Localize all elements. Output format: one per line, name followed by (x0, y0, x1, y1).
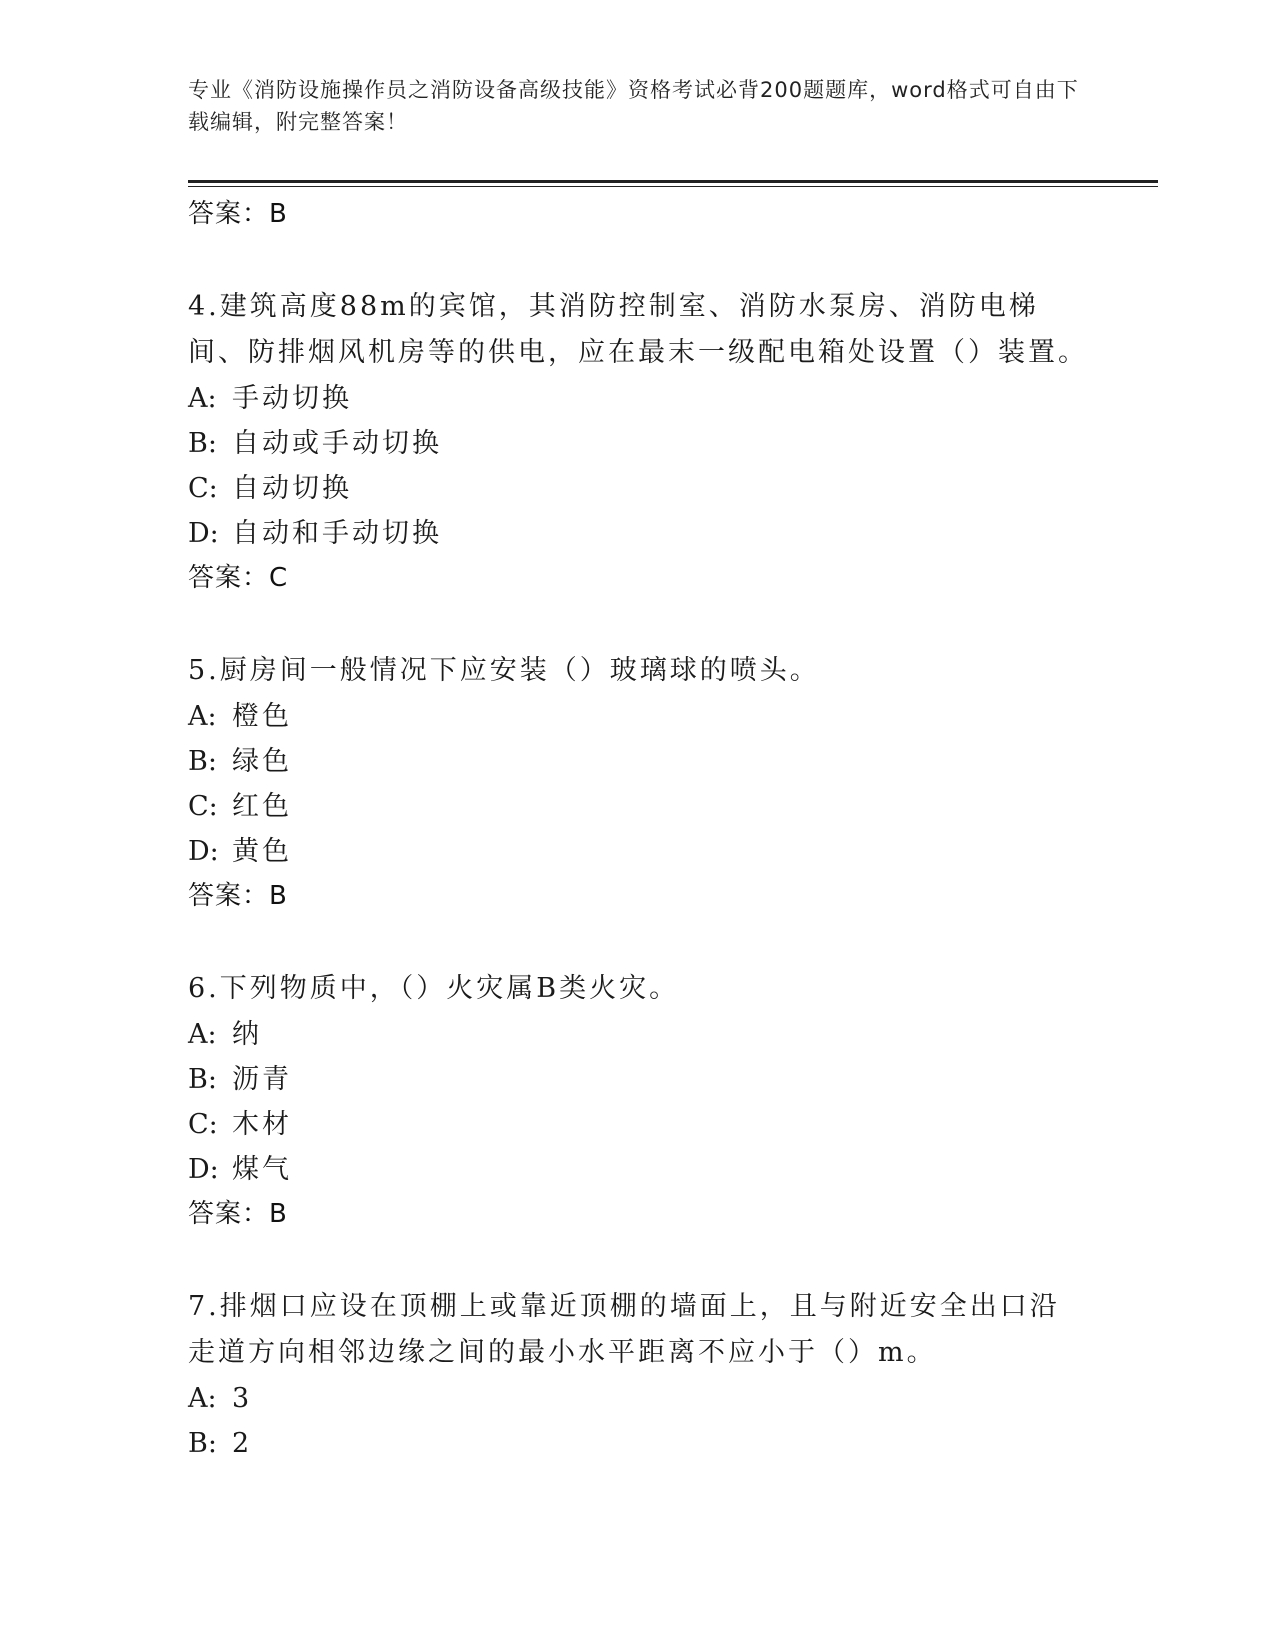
option-key: C: (188, 1109, 218, 1140)
option-c (188, 1102, 1088, 1147)
option-d (188, 511, 1088, 556)
option-key: B: (188, 428, 217, 459)
question-text: 6.下列物质中，（）火灾属B类火灾。 (188, 973, 680, 1004)
option-text: 煤气 (232, 1154, 292, 1185)
header-divider-thick (188, 180, 1158, 183)
question-5 (188, 648, 1088, 918)
option-text: 纳 (232, 1019, 262, 1050)
question-list (188, 192, 1088, 1466)
option-key: B: (188, 746, 217, 777)
question-text: 4.建筑高度88m的宾馆，其消防控制室、消防水泵房、消防电梯间、防排烟风机房等的供电，应在最末一级配电箱处设置（）装置。 (188, 291, 1088, 368)
option-a (188, 1012, 1088, 1057)
option-key: A: (188, 1019, 217, 1050)
answer-line: 答案：B (188, 1199, 288, 1229)
question-7 (188, 1284, 1088, 1466)
option-key: D: (188, 518, 219, 549)
option-text: 红色 (232, 791, 292, 822)
document-header: 专业《消防设施操作员之消防设备高级技能》资格考试必背200题题库，word格式可自由下载编辑，附完整答案！ (188, 78, 1079, 134)
option-text: 木材 (232, 1109, 292, 1140)
option-d (188, 829, 1088, 874)
option-c (188, 466, 1088, 511)
option-key: A: (188, 701, 217, 732)
option-text: 橙色 (232, 701, 292, 732)
option-text: 绿色 (232, 746, 292, 777)
option-a (188, 694, 1088, 739)
question-text: 7.排烟口应设在顶棚上或靠近顶棚的墙面上，且与附近安全出口沿走道方向相邻边缘之间的最小水平距离不应小于（）m。 (188, 1291, 1060, 1368)
question-text: 5.厨房间一般情况下应安装（）玻璃球的喷头。 (188, 655, 820, 686)
option-b (188, 421, 1088, 466)
option-text: 手动切换 (232, 383, 352, 414)
option-key: C: (188, 473, 218, 504)
option-text: 黄色 (232, 836, 292, 867)
option-c (188, 784, 1088, 829)
option-d (188, 1147, 1088, 1192)
option-b (188, 1421, 1088, 1466)
option-key: B: (188, 1428, 217, 1459)
option-key: C: (188, 791, 218, 822)
option-text: 自动和手动切换 (232, 518, 442, 549)
option-a (188, 376, 1088, 421)
question-4 (188, 284, 1088, 600)
header-divider-thin (188, 186, 1158, 187)
option-text: 3 (232, 1383, 253, 1414)
answer-line: 答案：B (188, 199, 288, 229)
option-key: D: (188, 1154, 219, 1185)
option-text: 自动切换 (232, 473, 352, 504)
option-b (188, 739, 1088, 784)
option-text: 2 (232, 1428, 253, 1459)
option-key: D: (188, 836, 219, 867)
option-a (188, 1376, 1088, 1421)
option-key: A: (188, 383, 217, 414)
option-b (188, 1057, 1088, 1102)
option-key: A: (188, 1383, 217, 1414)
answer-line: 答案：C (188, 563, 289, 593)
option-text: 自动或手动切换 (232, 428, 442, 459)
option-text: 沥青 (232, 1064, 292, 1095)
answer-line: 答案：B (188, 881, 288, 911)
question-6 (188, 966, 1088, 1236)
option-key: B: (188, 1064, 217, 1095)
